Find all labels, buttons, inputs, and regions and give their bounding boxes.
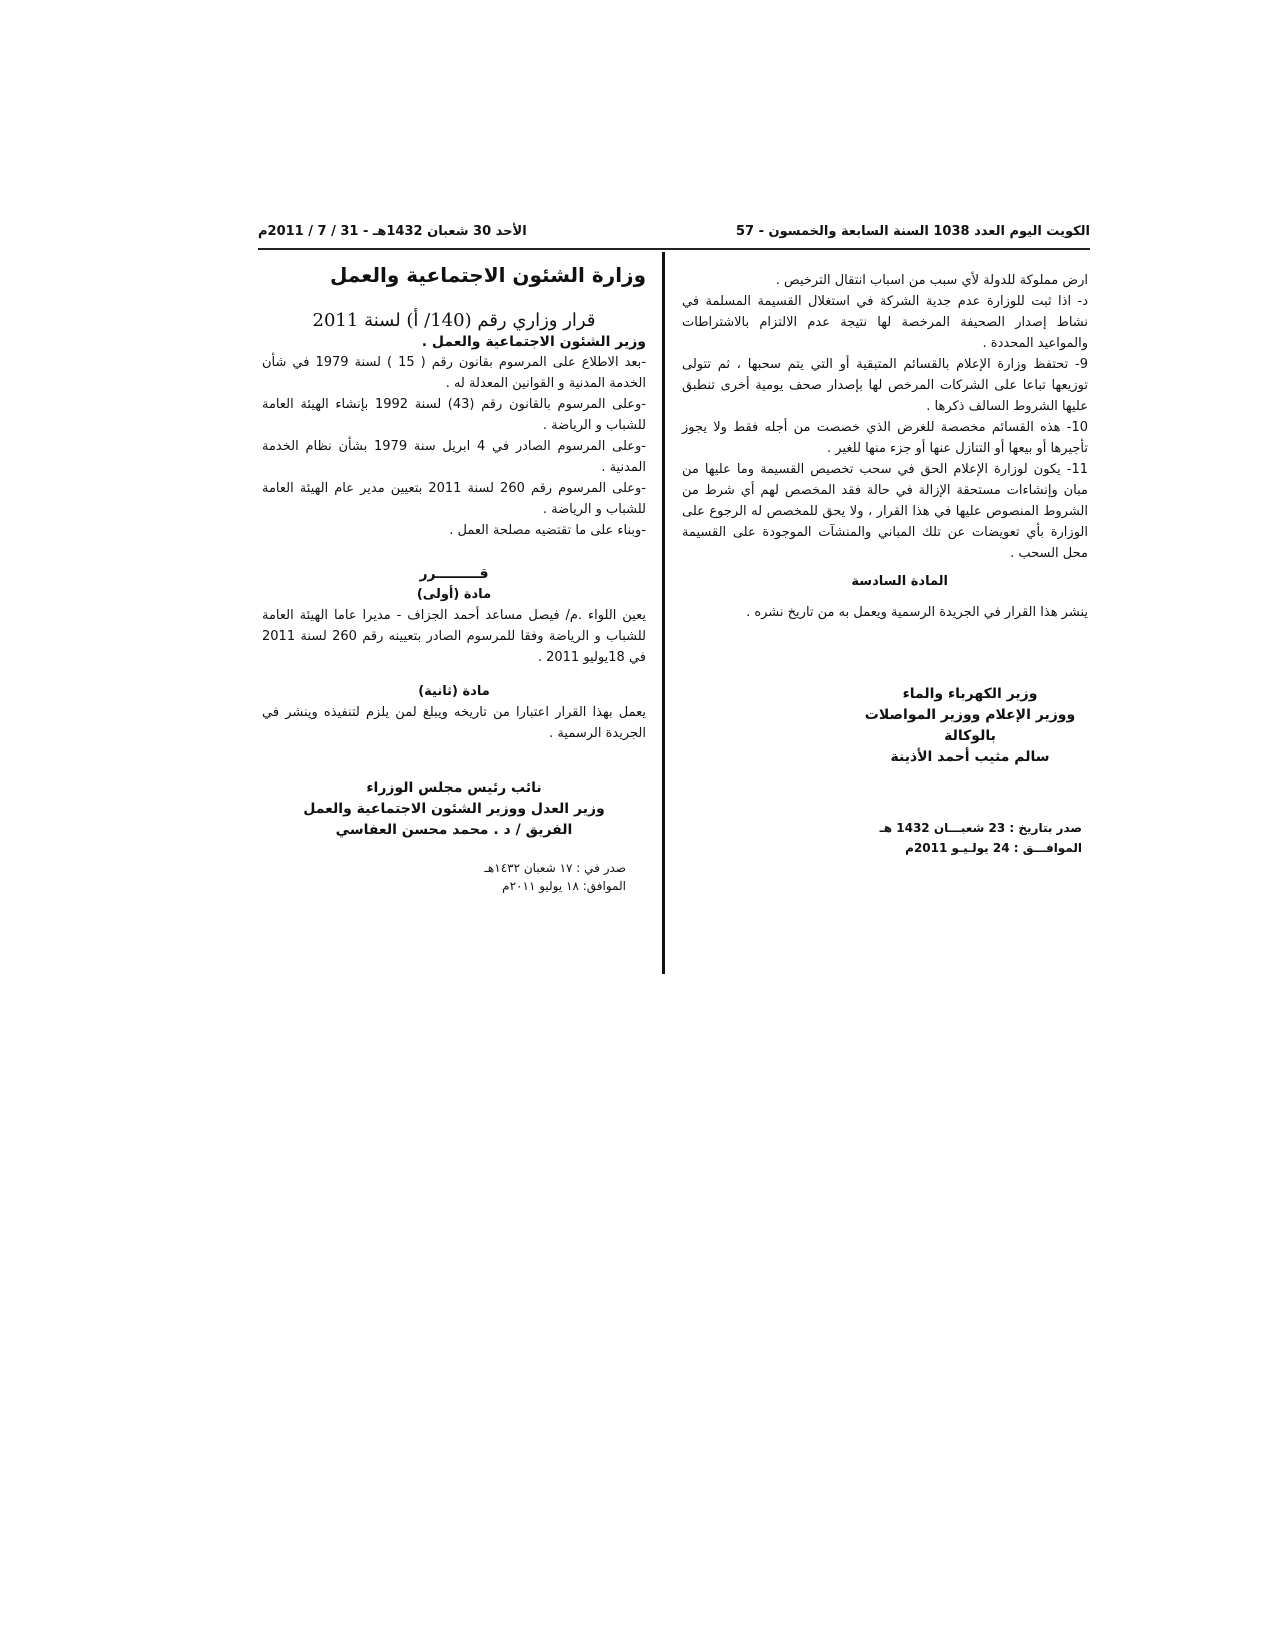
signature-block [262,778,646,841]
preamble-item: -وعلى المرسوم رقم 260 لسنة 2011 بتعيين مدير عام الهيئة العامة للشباب و الرياضة . [262,481,647,517]
article-6-text: ينشر هذا القرار في الجريدة الرسمية ويعمل به من تاريخ نشره . [746,605,1088,620]
signature-line: نائب رئيس مجلس الوزراء [366,780,542,796]
right-issue-date-block [682,818,1082,858]
page-header [258,224,1090,248]
clause-text: د- اذا ثبت للوزارة عدم جدية الشركة في استغلال القسيمة المسلمة في نشاط إصدار الصحيفة المرخصة لها نتيجة عدم الالتزام بالاشتراطات والمواعيد المحددة . [682,294,1088,351]
clause-text: ارض مملوكة للدولة لأي سبب من اسباب انتقال الترخيص . [775,273,1088,288]
ministry-title: وزارة الشئون الاجتماعية والعمل [329,263,646,287]
header-date: الأحد 30 شعبان 1432هـ - 31 / 7 / 2011م [258,224,527,239]
right-column [682,270,1088,564]
decide-heading: قـــــــــرر [419,566,489,582]
article-6 [682,572,1088,623]
signature-line: وزير الكهرباء والماء [902,686,1038,702]
article-2-text: يعمل بهذا القرار اعتبارا من تاريخه ويبلغ لمن يلزم لتنفيذه وينشر في الجريدة الرسمية . [262,705,646,741]
article-2-heading: مادة (ثانية) [418,684,490,699]
decree-issuer: وزير الشئون الاجتماعية والعمل . [421,334,646,350]
preamble-item: -وعلى المرسوم بالقانون رقم (43) لسنة 1992 بإنشاء الهيئة العامة للشباب و الرياضة . [262,397,646,433]
clause-text: 9- تحتفظ وزارة الإعلام بالقسائم المتبقية أو التي يتم سحبها ، ثم تتولى توزيعها تباعا على الشركات المرخص لها بإصدار صحف يومية أخرى تنطبق عليها الشروط السالف ذكرها . [682,357,1088,414]
signature-line: وزير العدل ووزير الشئون الاجتماعية والعمل [303,801,605,817]
signature-name: الفريق / د . محمد محسن العفاسي [335,822,573,838]
preamble-item: -وعلى المرسوم الصادر في 4 ابريل سنة 1979 بشأن نظام الخدمة المدنية . [262,439,646,475]
clause-text: 10- هذه القسائم مخصصة للغرض الذي خصصت من أجله فقط ولا يجوز تأجيرها أو بيعها أو التنازل عنها أو جزء منها للغير . [682,420,1088,456]
decree-title: قرار وزاري رقم (140/ أ) لسنة 2011 [312,310,596,331]
issue-date-block [262,859,646,895]
clause-text: 11- يكون لوزارة الإعلام الحق في سحب تخصيص القسيمة وما عليها من مبان وإنشاءات مستحقة الإزالة في حالة فقد المخصص لهم أي شرط من الشروط المنصوص عليها في هذا القرار ، ولا يحق للمخصص له الرجوع على الوزارة بأي تعويضات عن تلك المباني والمنشآت الموجودة على القسيمة محل السحب . [682,462,1088,561]
signature-name: سالم مثيب أحمد الأذينة [890,749,1050,765]
issue-date-hijri: صدر في : ١٧ شعبان ١٤٣٢هـ [484,861,626,875]
issue-date-hijri: صدر بتاريخ : 23 شعبـــان 1432 هـ [879,821,1082,835]
article-6-heading: المادة السادسة [851,574,948,589]
article-1-heading: مادة (أولى) [416,587,492,602]
article-1-text: يعين اللواء .م/ فيصل مساعد أحمد الجزاف - مديرا عاما الهيئة العامة للشباب و الرياضة وفقا للمرسوم الصادر بتعيينه رقم 260 لسنة 2011 في 18يوليو 2011 . [262,608,646,665]
left-column [262,262,646,895]
header-divider [258,248,1090,250]
preamble-item: -وبناء على ما تقتضيه مصلحة العمل . [449,523,646,538]
issue-date-gregorian: الموافق: ١٨ يوليو ٢٠١١م [502,879,626,893]
column-divider [662,252,665,974]
preamble-item: -بعد الاطلاع على المرسوم بقانون رقم ( 15 ) لسنة 1979 في شأن الخدمة المدنية و القوانين المعدلة له . [262,355,646,391]
right-signature-block [860,684,1080,768]
issue-date-gregorian: الموافـــق : 24 يولـيـو 2011م [905,841,1082,855]
header-issue-info: الكويت اليوم العدد 1038 السنة السابعة والخمسون - 57 [735,224,1090,239]
signature-line: ووزير الإعلام ووزير المواصلات بالوكالة [864,707,1076,744]
